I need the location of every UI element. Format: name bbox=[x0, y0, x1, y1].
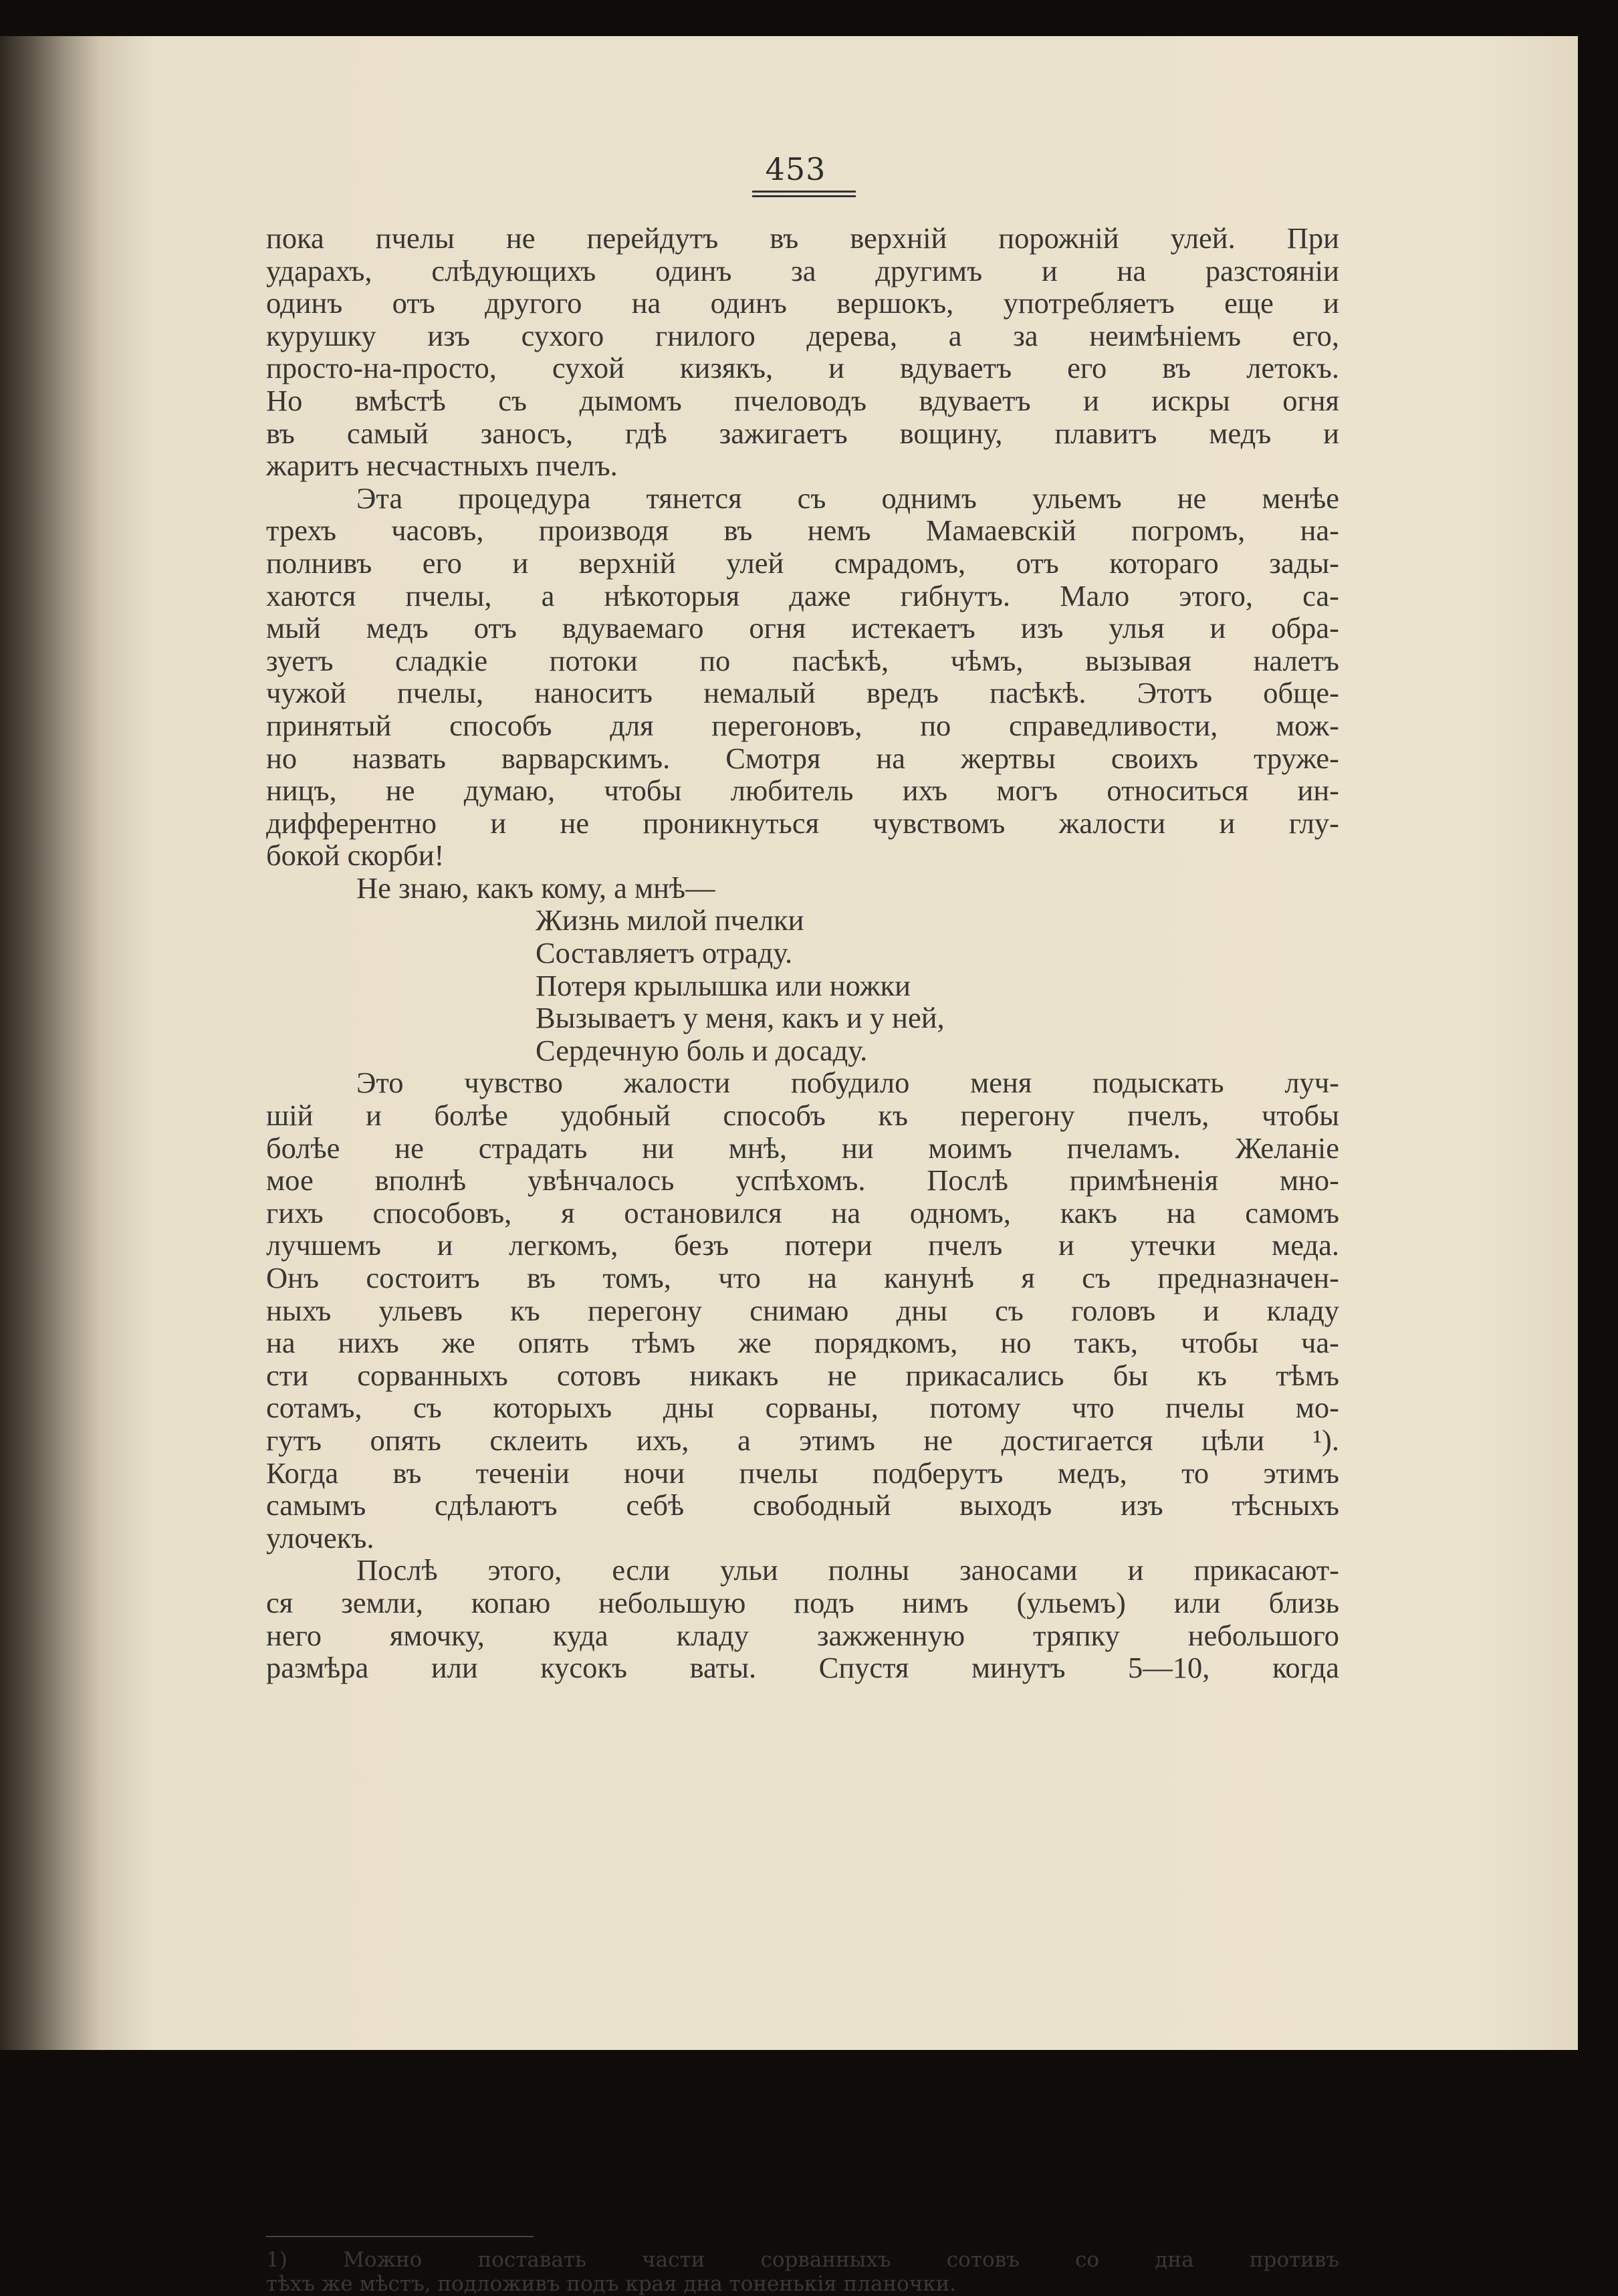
text-line: ударахъ, слѣдующихъ одинъ за другимъ и на разстояніи bbox=[266, 253, 1339, 288]
poem bbox=[266, 904, 1339, 1066]
text-line: принятый способъ для перегоновъ, по справедливости, мож- bbox=[266, 708, 1339, 742]
footnote-divider bbox=[266, 2236, 534, 2237]
text-line: Это чувство жалости побудило меня подыскать луч- bbox=[356, 1066, 1339, 1100]
text-line: жаритъ несчастныхъ пчелъ. bbox=[266, 449, 618, 483]
text-line: дифферентно и не проникнуться чувствомъ жалости и глу- bbox=[266, 806, 1339, 840]
text-line: на нихъ же опять тѣмъ же порядкомъ, но такъ, чтобы ча- bbox=[266, 1326, 1339, 1360]
text-line: мый медъ отъ вдуваемаго огня истекаетъ изъ улья и обра- bbox=[266, 611, 1339, 645]
text-line: гутъ опять склеить ихъ, а этимъ не достигается цѣли ¹). bbox=[266, 1423, 1339, 1457]
footnote bbox=[266, 2248, 1339, 2296]
text-line: зуетъ сладкіе потоки по пасѣкѣ, чѣмъ, вызывая налетъ bbox=[266, 643, 1339, 677]
poem-line: Вызываетъ у меня, какъ и у ней, bbox=[536, 1001, 945, 1035]
poem-line: Жизнь милой пчелки bbox=[536, 903, 804, 937]
text-line: Но вмѣстѣ съ дымомъ пчеловодъ вдуваетъ и искры огня bbox=[266, 383, 1339, 417]
text-line: одинъ отъ другого на одинъ вершокъ, употребляетъ еще и bbox=[266, 286, 1339, 320]
text-line: ныхъ ульевъ къ перегону снимаю дны съ головъ и кладу bbox=[266, 1293, 1339, 1327]
text-line: Когда въ теченіи ночи пчелы подберутъ медъ, то этимъ bbox=[266, 1456, 1339, 1490]
text-line: чужой пчелы, наноситъ немалый вредъ пасѣкѣ. Этотъ обще- bbox=[266, 676, 1339, 710]
text-line: но назвать варварскимъ. Смотря на жертвы своихъ труже- bbox=[266, 741, 1339, 775]
text-line: въ самый заносъ, гдѣ зажигаетъ вощину, плавитъ медъ и bbox=[266, 416, 1339, 450]
text-line: ницъ, не думаю, чтобы любитель ихъ могъ относиться ин- bbox=[266, 774, 1339, 808]
text-line: хаются пчелы, а нѣкоторыя даже гибнутъ. Мало этого, са- bbox=[266, 578, 1339, 612]
paragraph bbox=[266, 1066, 1339, 1554]
text-line: сотамъ, съ которыхъ дны сорваны, потому что пчелы мо- bbox=[266, 1391, 1339, 1425]
text-line: бокой скорби! bbox=[266, 838, 445, 873]
text-line: него ямочку, куда кладу зажженную тряпку небольшого bbox=[266, 1618, 1339, 1652]
text-line: Не знаю, какъ кому, а мнѣ— bbox=[356, 871, 715, 905]
text-line: лучшемъ и легкомъ, безъ потери пчелъ и утечки меда. bbox=[266, 1228, 1339, 1262]
text-line: сти сорванныхъ сотовъ никакъ не прикасались бы къ тѣмъ bbox=[266, 1358, 1339, 1392]
text-line: самымъ сдѣлаютъ себѣ свободный выходъ изъ тѣсныхъ bbox=[266, 1488, 1339, 1522]
paragraph bbox=[266, 482, 1339, 872]
poem-line: Сердечную боль и досаду. bbox=[536, 1033, 868, 1067]
poem-line: Потеря крылышка или ножки bbox=[536, 968, 911, 1002]
footnote-line: 1) Можно поставать части сорванныхъ сотовъ со дна противъ bbox=[266, 2248, 1339, 2272]
text-line: трехъ часовъ, производя въ немъ Мамаевскій погромъ, на- bbox=[266, 513, 1339, 548]
text-line: Эта процедура тянется съ однимъ ульемъ не менѣе bbox=[356, 481, 1339, 515]
text-line: шій и болѣе удобный способъ къ перегону пчелъ, чтобы bbox=[266, 1099, 1339, 1133]
text-line: просто-на-просто, сухой кизякъ, и вдуваетъ его въ летокъ. bbox=[266, 351, 1339, 385]
body-text bbox=[266, 222, 1339, 1684]
text-line: курушку изъ сухого гнилого дерева, а за неимѣніемъ его, bbox=[266, 318, 1339, 352]
text-line: полнивъ его и верхній улей смрадомъ, отъ котораго зады- bbox=[266, 546, 1339, 580]
text-line: пока пчелы не перейдутъ въ верхній порожній улей. При bbox=[266, 221, 1339, 255]
text-line: размѣра или кусокъ ваты. Спустя минутъ 5—10, когда bbox=[266, 1651, 1339, 1685]
text-line: Онъ состоитъ въ томъ, что на канунѣ я съ предназначен- bbox=[266, 1261, 1339, 1294]
page-number-rule-bottom bbox=[752, 195, 856, 197]
text-line: болѣе не страдать ни мнѣ, ни моимъ пчеламъ. Желаніе bbox=[266, 1131, 1339, 1165]
text-line: мое вполнѣ увѣнчалось успѣхомъ. Послѣ примѣненія мно- bbox=[266, 1163, 1339, 1197]
text-line: улочекъ. bbox=[266, 1520, 374, 1555]
paragraph bbox=[266, 222, 1339, 482]
text-line: ся земли, копаю небольшую подъ нимъ (ульемъ) или близь bbox=[266, 1585, 1339, 1619]
page-number: 453 bbox=[765, 151, 826, 187]
paragraph bbox=[266, 1554, 1339, 1684]
book-page bbox=[0, 36, 1578, 2296]
text-line: Послѣ этого, если ульи полны заносами и прикасают- bbox=[356, 1553, 1339, 1587]
paragraph bbox=[266, 872, 1339, 905]
poem-line: Составляетъ отраду. bbox=[536, 936, 793, 970]
page-number-rule-top bbox=[752, 191, 856, 193]
footnote-line: тѣхъ же мѣстъ, подложивъ подъ края дна тоненькія планочки. bbox=[266, 2272, 957, 2296]
text-line: гихъ способовъ, я остановился на одномъ, какъ на самомъ bbox=[266, 1195, 1339, 1230]
